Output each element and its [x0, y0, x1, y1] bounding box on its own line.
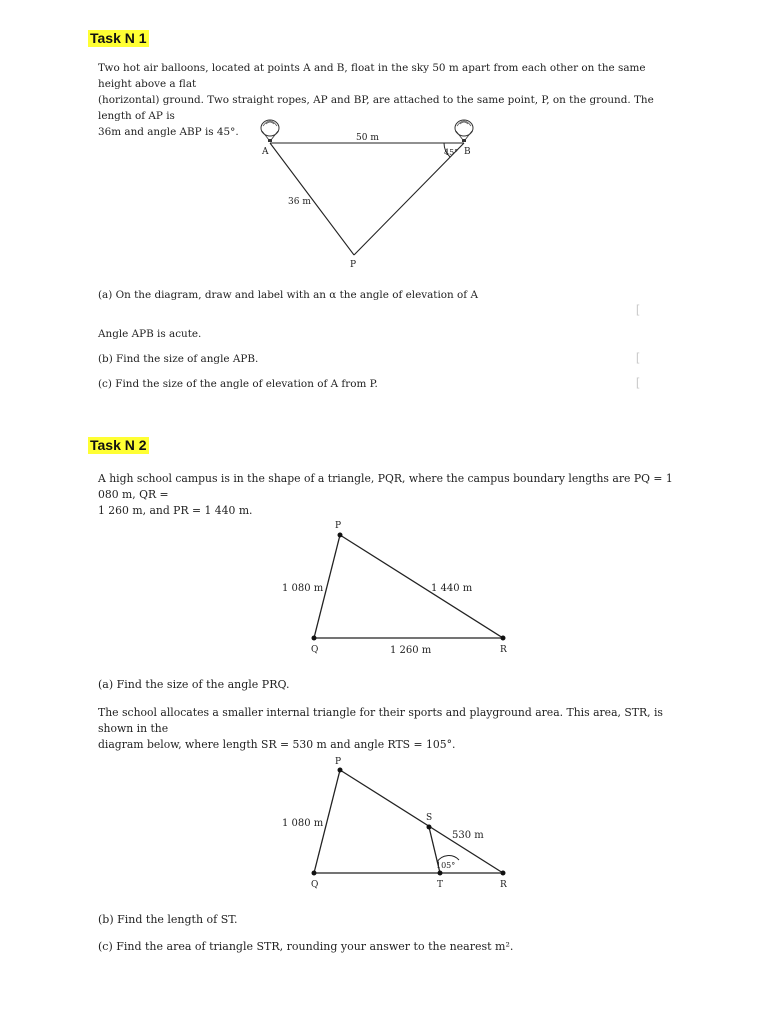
length-ap-label: 36 m — [288, 197, 311, 207]
vertex-s — [427, 825, 432, 830]
side-pr — [340, 770, 503, 873]
length-qr-label: 1 260 m — [390, 645, 432, 656]
task-2-intro-line: A high school campus is in the shape of a triangle, PQR, where the campus boundary lengths are PQ = 1 080 m, QR = — [98, 472, 673, 501]
vertex-t — [438, 871, 443, 876]
point-s-label: S — [426, 813, 433, 823]
angle-abp-label: 45° — [444, 148, 459, 157]
task-2-middle-line: The school allocates a smaller internal triangle for their sports and playground area. This area, STR, is shown in the — [98, 706, 663, 735]
task-2-middle-line: diagram below, where length SR = 530 m and angle RTS = 105°. — [98, 738, 456, 751]
marks-bracket-b: [ — [636, 350, 640, 364]
task-2-part-b: (b) Find the length of ST. — [98, 913, 238, 926]
vertex-r — [501, 871, 506, 876]
length-pr-label: 1 440 m — [431, 583, 473, 594]
task-2-part-a: (a) Find the size of the angle PRQ. — [98, 678, 290, 691]
length-sr-label: 530 m — [452, 830, 484, 841]
task-2-title: Task N 2 — [90, 437, 147, 453]
point-p-label: P — [335, 521, 342, 531]
vertex-p — [338, 768, 343, 773]
vertex-q — [312, 871, 317, 876]
task-1-statement: Angle APB is acute. — [98, 328, 202, 340]
marks-bracket-a: [ — [636, 302, 640, 316]
task-1-intro-line: (horizontal) ground. Two straight ropes, AP and BP, are attached to the same point, P, on the ground. The length of AP is — [98, 94, 654, 122]
angle-rts-label: 105° — [436, 861, 456, 870]
length-pq-label: 1 080 m — [282, 818, 324, 829]
point-t-label: T — [437, 880, 444, 890]
point-q-label: Q — [311, 880, 319, 890]
point-q-label: Q — [311, 645, 319, 655]
point-r-label: R — [500, 645, 507, 655]
marks-bracket-c: [ — [636, 375, 640, 389]
task-2-part-c: (c) Find the area of triangle STR, rounding your answer to the nearest m². — [98, 940, 514, 953]
task-1-title: Task N 1 — [90, 30, 147, 46]
task-1-part-c: (c) Find the size of the angle of elevation of A from P. — [98, 378, 378, 390]
task-2-intro-line: 1 260 m, and PR = 1 440 m. — [98, 504, 253, 517]
task-1-part-b: (b) Find the size of angle APB. — [98, 353, 259, 365]
point-b-label: B — [464, 147, 471, 157]
point-p-label: P — [350, 260, 357, 270]
task-1-intro-line: Two hot air balloons, located at points A and B, float in the sky 50 m apart from each other on the same height above a flat — [98, 62, 646, 90]
task-1-intro-line: 36m and angle ABP is 45°. — [98, 126, 239, 138]
point-a-label: A — [262, 147, 269, 157]
point-p-label: P — [335, 757, 342, 767]
point-r-label: R — [500, 880, 507, 890]
task-1-part-a: (a) On the diagram, draw and label with an α the angle of elevation of A — [98, 289, 478, 301]
length-pq-label: 1 080 m — [282, 583, 324, 594]
length-ab-label: 50 m — [356, 133, 379, 143]
